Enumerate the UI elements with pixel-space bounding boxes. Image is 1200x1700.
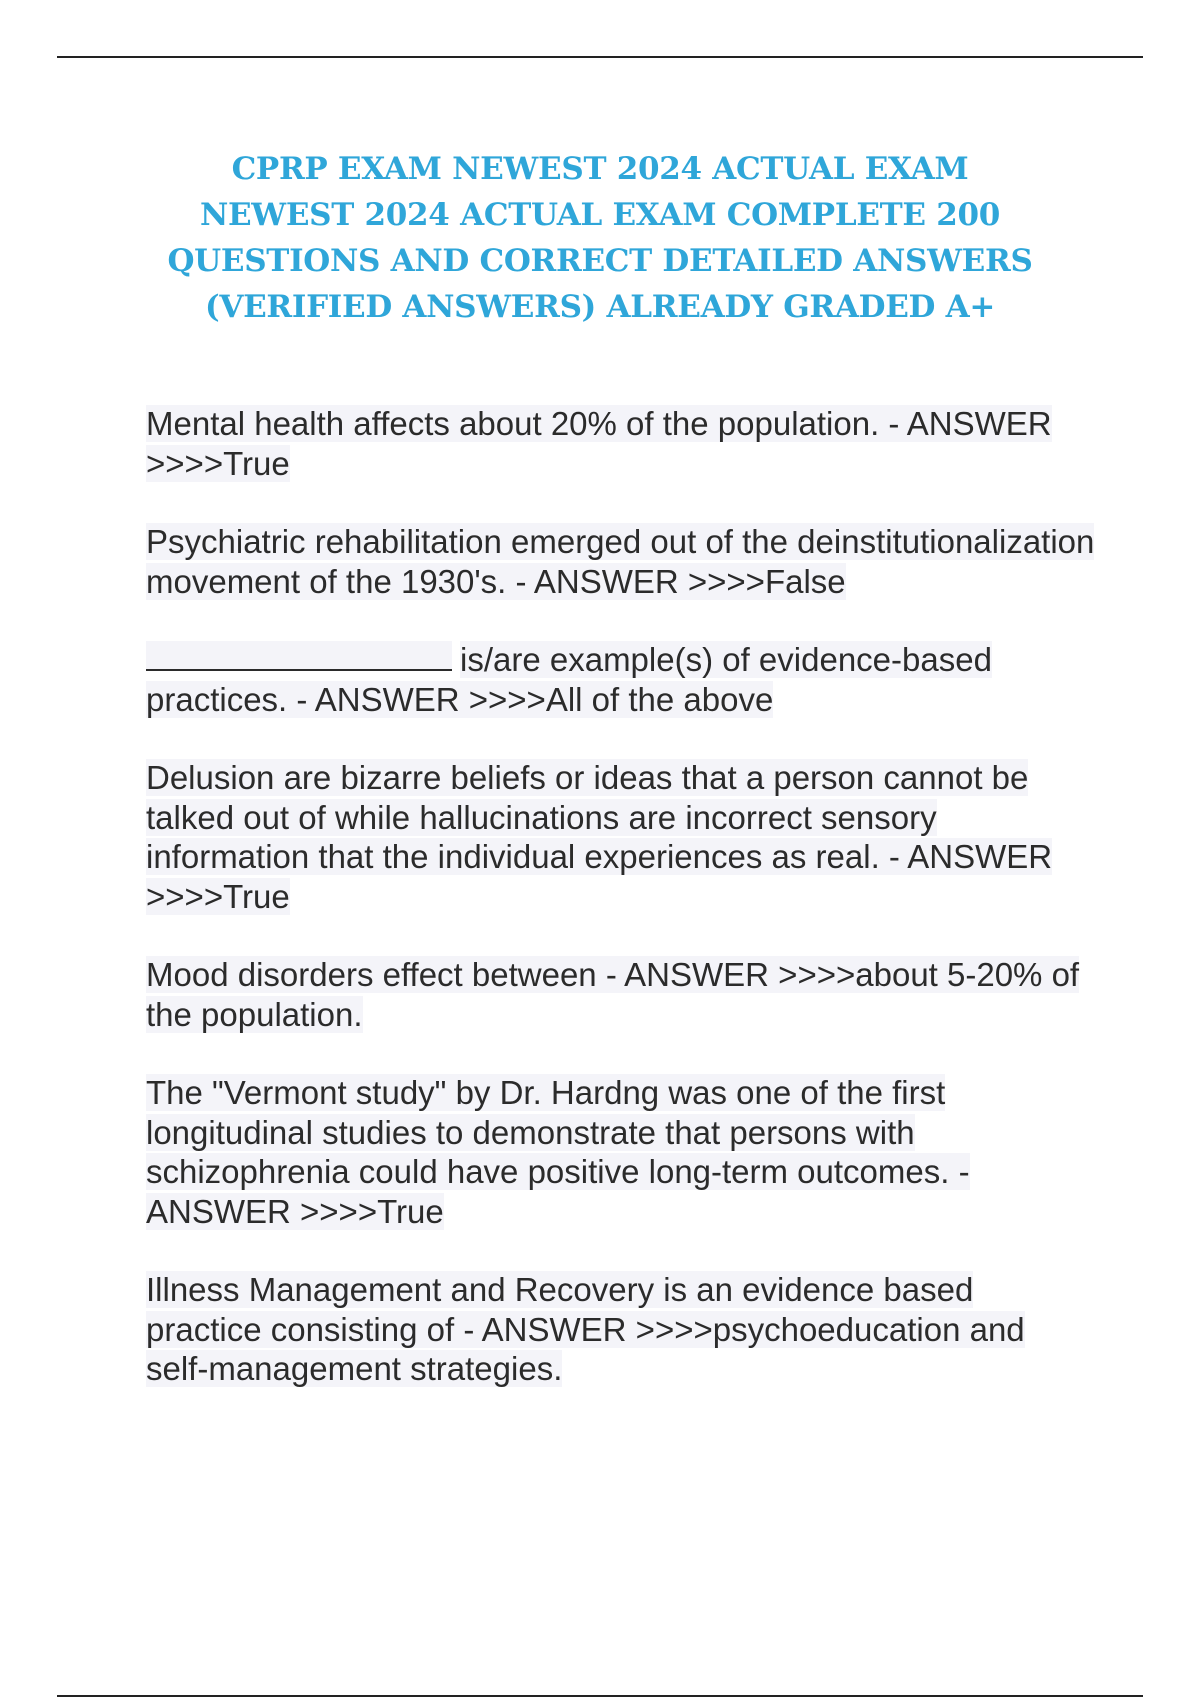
qa-item <box>146 1073 1096 1231</box>
qa-item <box>146 758 1096 916</box>
document-title: CPRP EXAM NEWEST 2024 ACTUAL EXAM NEWEST 2024 ACTUAL EXAM COMPLETE 200 QUESTIONS AND CORRECT DETAILED ANSWERS (VERIFIED ANSWERS) ALREADY GRADED A+ <box>167 151 1033 325</box>
qa-item <box>146 955 1096 1034</box>
qa-text: Psychiatric rehabilitation emerged out of the deinstitutionalization movement of the 1930's. - ANSWER >>>>False <box>146 523 1095 600</box>
qa-list <box>146 404 1096 1428</box>
qa-text: Illness Management and Recovery is an evidence based practice consisting of - ANSWER >>>>psychoeducation and self-management strategies. <box>146 1271 1025 1387</box>
qa-item <box>146 522 1096 601</box>
qa-text: Mental health affects about 20% of the population. - ANSWER >>>>True <box>146 405 1052 482</box>
qa-item <box>146 640 1096 719</box>
top-divider <box>57 56 1143 58</box>
qa-text: Mood disorders effect between - ANSWER >>>>about 5-20% of the population. <box>146 956 1080 1033</box>
qa-text: is/are example(s) of evidence-based practices. - ANSWER >>>>All of the above <box>146 641 992 718</box>
qa-text: The "Vermont study" by Dr. Hardng was one of the first longitudinal studies to demonstrate that persons with schizophrenia could have positive long-term outcomes. - ANSWER >>>>True <box>146 1074 970 1230</box>
qa-item <box>146 1270 1096 1389</box>
qa-item <box>146 404 1096 483</box>
qa-text: Delusion are bizarre beliefs or ideas that a person cannot be talked out of while hallucinations are incorrect sensory information that the individual experiences as real. - ANSWER >>>>True <box>146 759 1053 915</box>
fill-in-blank-line <box>146 641 452 671</box>
bottom-divider <box>57 1695 1143 1697</box>
